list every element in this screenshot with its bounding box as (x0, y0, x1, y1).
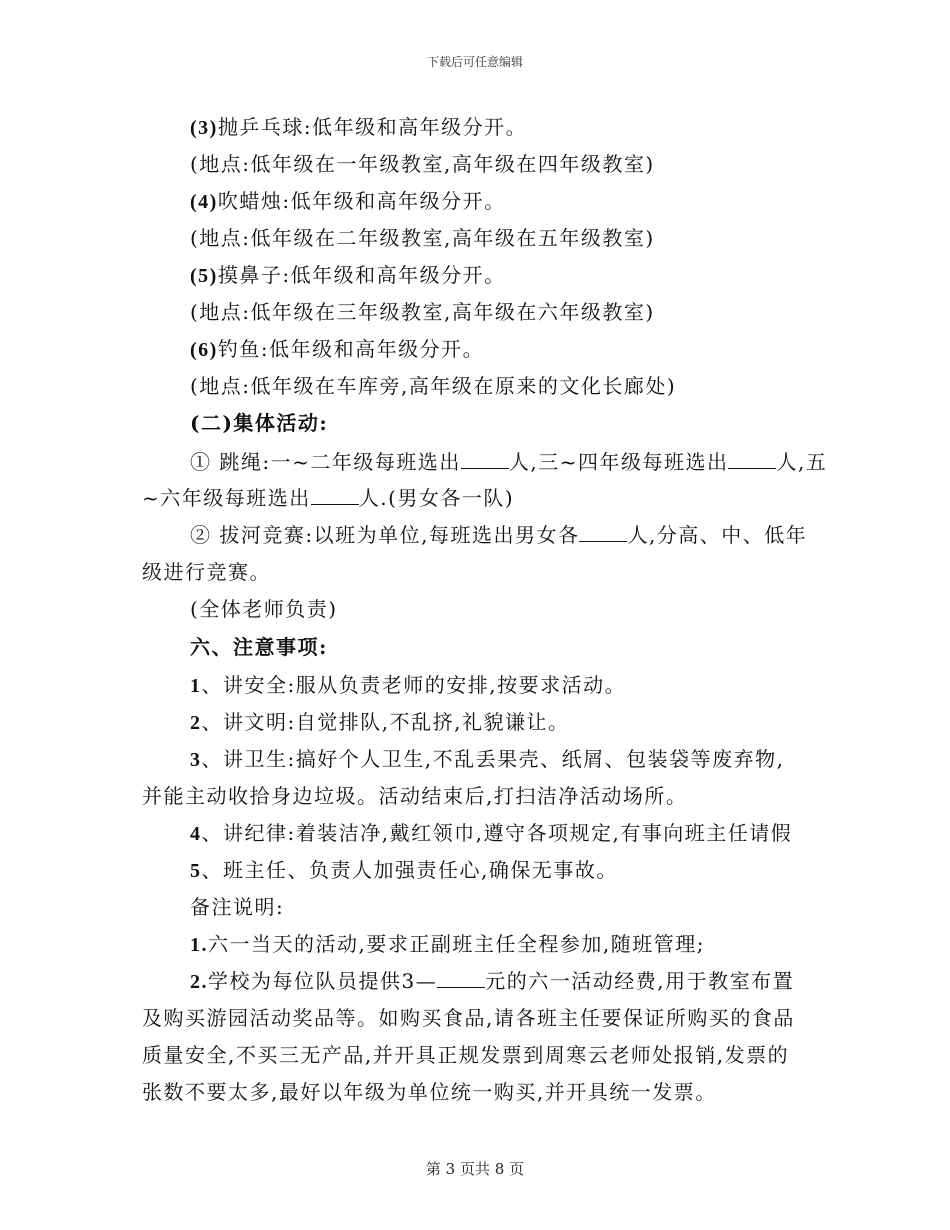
text-segment: 人,五 (776, 450, 828, 474)
paragraph-line: 质量安全,不买三无产品,并开具正规发票到周寒云老师处报销,发票的 (142, 1043, 790, 1067)
item-number: 1 (190, 675, 202, 697)
item-3 (190, 113, 527, 142)
notes-heading: 备注说明: (190, 895, 285, 919)
jump-rope-line-2 (142, 484, 514, 512)
rule-5 (190, 856, 618, 885)
paragraph-line: 张数不要太多,最好以年级为单位统一购买,并开具统一发票。 (142, 1080, 717, 1104)
item-number: 4 (190, 823, 202, 845)
page-header: 下载后可任意编辑 (426, 55, 523, 69)
item-number: (5) (190, 265, 218, 287)
location-note: (地点:低年级在三年级教室,高年级在六年级教室) (190, 300, 655, 324)
note-2 (190, 967, 794, 996)
text-segment: 人,三~四年级每班选出 (508, 450, 729, 474)
item-text: 、讲纪律:着装洁净,戴红领巾,遵守各项规定,有事向班主任请假 (201, 821, 793, 845)
item-text: 、讲卫生:搞好个人卫生,不乱丢果壳、纸屑、包装袋等废弃物, (201, 747, 785, 771)
item-text: 、班主任、负责人加强责任心,确保无事故。 (201, 858, 618, 882)
location-note: (地点:低年级在车库旁,高年级在原来的文化长廊处) (190, 374, 677, 398)
fill-blank (437, 968, 485, 988)
text-segment: ~六年级每班选出 (142, 486, 311, 510)
item-text: 抛乒乓球:低年级和高年级分开。 (217, 115, 528, 139)
item-text: 摸鼻子:低年级和高年级分开。 (217, 263, 506, 287)
text-segment: 人,分高、中、低年 (627, 523, 808, 547)
fill-blank (579, 522, 627, 542)
rule-1 (190, 671, 626, 700)
item-4 (190, 187, 506, 216)
page-footer: 第 3 页共 8 页 (425, 1160, 525, 1178)
item-number: 5 (190, 860, 202, 882)
section-heading: (二)集体活动: (190, 411, 329, 435)
location-note: (地点:低年级在二年级教室,高年级在五年级教室) (190, 226, 655, 250)
item-number: (6) (190, 339, 218, 361)
tug-of-war-line (190, 521, 807, 549)
item-number: (3) (190, 117, 218, 139)
fill-blank (311, 485, 359, 505)
item-5 (190, 261, 506, 290)
item-text: 钓鱼:低年级和高年级分开。 (217, 337, 485, 361)
item-number: 3 (190, 749, 202, 771)
rule-3 (190, 745, 784, 774)
text-segment: 人.(男女各一队) (358, 486, 515, 510)
responsible-note: (全体老师负责) (190, 597, 338, 621)
text-segment: 元的六一活动经费,用于教室布置 (485, 969, 795, 993)
rule-2 (190, 708, 569, 737)
paragraph-line: 及购买游园活动奖品等。如购买食品,请各班主任要保证所购买的食品 (142, 1006, 795, 1030)
location-note: (地点:低年级在一年级教室,高年级在四年级教室) (190, 152, 655, 176)
item-number: (4) (190, 191, 218, 213)
item-number: 1. (190, 934, 208, 956)
text-segment: ① 跳绳:一~二年级每班选出 (190, 450, 461, 474)
jump-rope-line (190, 448, 827, 476)
paragraph-line: 并能主动收拾身边垃圾。活动结束后,打扫洁净活动场所。 (142, 784, 688, 808)
item-number: 2. (190, 971, 208, 993)
item-text: 六一当天的活动,要求正副班主任全程参加,随班管理; (208, 932, 705, 956)
item-6 (190, 335, 484, 364)
rule-4 (190, 819, 792, 848)
item-text: 、讲文明:自觉排队,不乱挤,礼貌谦让。 (201, 710, 570, 734)
fill-blank (728, 449, 776, 469)
paragraph-line: 级进行竞赛。 (142, 560, 271, 584)
section-heading: 六、注意事项: (190, 635, 328, 659)
text-segment: 学校为每位队员提供3— (208, 969, 438, 993)
fill-blank (461, 449, 509, 469)
item-text: 吹蜡烛:低年级和高年级分开。 (217, 189, 506, 213)
note-1 (190, 930, 705, 959)
item-number: 2 (190, 712, 202, 734)
text-segment: ② 拔河竞赛:以班为单位,每班选出男女各 (190, 523, 580, 547)
item-text: 、讲安全:服从负责老师的安排,按要求活动。 (201, 673, 627, 697)
